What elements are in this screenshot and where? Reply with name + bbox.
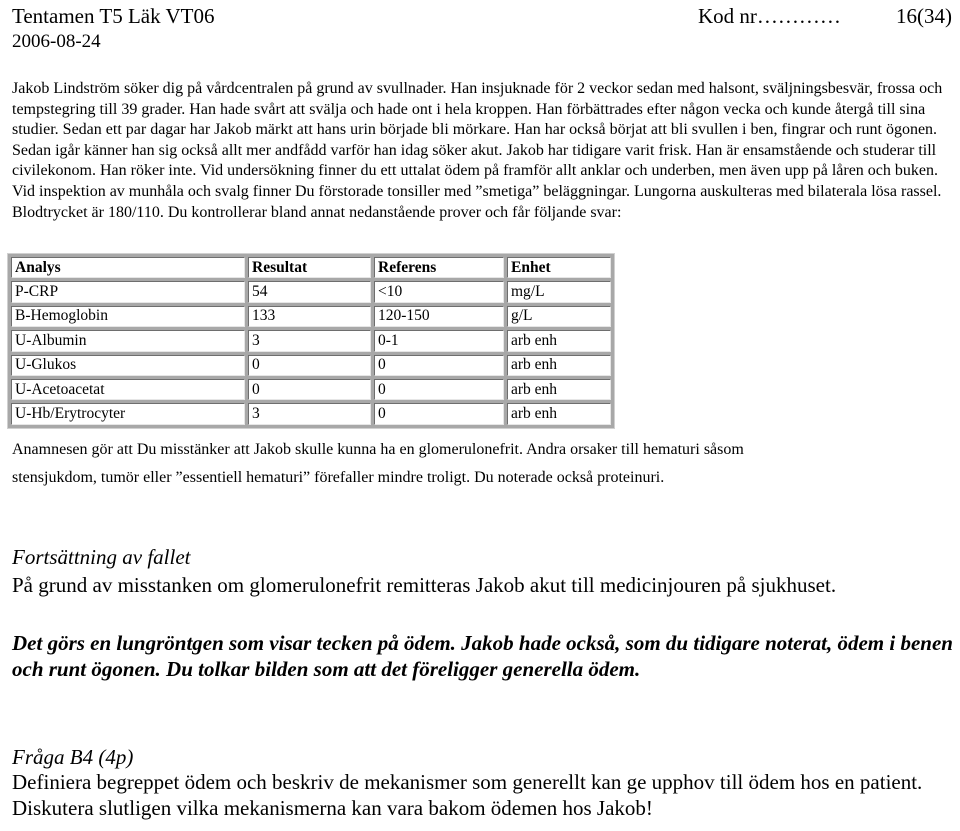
- case-description: [12, 79, 956, 223]
- code-number-field: Kod nr…………: [698, 4, 841, 28]
- question-label: Fråga B4: [12, 745, 94, 769]
- cell-referens: <10: [374, 281, 504, 302]
- cell-enhet: g/L: [507, 306, 611, 327]
- table-header-row: [11, 257, 611, 278]
- cell-analys: U-Glukos: [11, 355, 245, 376]
- table-row: [11, 379, 611, 400]
- cell-analys: U-Acetoacetat: [11, 379, 245, 400]
- cell-enhet: arb enh: [507, 330, 611, 351]
- table-row: [11, 403, 611, 424]
- cell-enhet: mg/L: [507, 281, 611, 302]
- page-number: 16(34): [896, 4, 952, 28]
- table-row: [11, 306, 611, 327]
- cell-resultat: 54: [248, 281, 371, 302]
- header-enhet: Enhet: [507, 257, 611, 278]
- cell-analys: B-Hemoglobin: [11, 306, 245, 327]
- cell-referens: 0: [374, 379, 504, 400]
- anamnesis-line-1: Anamnesen gör att Du misstänker att Jakob skulle kunna ha en glomerulonefrit. Andra orsaker till hematuri såsom: [12, 441, 744, 458]
- cell-resultat: 3: [248, 330, 371, 351]
- continuation-findings: Det görs en lungröntgen som visar tecken på ödem. Jakob hade också, som du tidigare noterat, ödem i benen och runt ögonen. Du tolkar bilden som att det föreligger generella ödem.: [12, 631, 953, 681]
- header-referens: Referens: [374, 257, 504, 278]
- question-points: (4p): [98, 745, 134, 769]
- cell-referens: 120-150: [374, 306, 504, 327]
- exam-title: Tentamen T5 Läk VT06: [12, 4, 215, 28]
- cell-enhet: arb enh: [507, 403, 611, 424]
- lab-results-table: [7, 253, 615, 429]
- table-row: [11, 281, 611, 302]
- cell-analys: U-Hb/Erytrocyter: [11, 403, 245, 424]
- continuation-text: På grund av misstanken om glomerulonefrit remitteras Jakob akut till medicinjouren på sjukhuset.: [12, 573, 837, 597]
- cell-enhet: arb enh: [507, 355, 611, 376]
- cell-analys: P-CRP: [11, 281, 245, 302]
- header-analys: Analys: [11, 257, 245, 278]
- question-text: Definiera begreppet ödem och beskriv de mekanismer som generellt kan ge upphov till ödem hos en patient. Diskutera slutligen vilka mekanismerna kan vara bakom ödemen hos Jakob!: [12, 770, 923, 820]
- header-resultat: Resultat: [248, 257, 371, 278]
- cell-resultat: 0: [248, 355, 371, 376]
- continuation-heading: Fortsättning av fallet: [12, 545, 191, 569]
- anamnesis-line-2: stensjukdom, tumör eller ”essentiell hematuri” förefaller mindre troligt. Du noterade också proteinuri.: [12, 469, 665, 486]
- exam-date: 2006-08-24: [12, 31, 101, 52]
- cell-referens: 0-1: [374, 330, 504, 351]
- cell-referens: 0: [374, 355, 504, 376]
- cell-resultat: 0: [248, 379, 371, 400]
- table-row: [11, 355, 611, 376]
- question-heading: [12, 745, 956, 771]
- table-row: [11, 330, 611, 351]
- cell-referens: 0: [374, 403, 504, 424]
- cell-analys: U-Albumin: [11, 330, 245, 351]
- cell-enhet: arb enh: [507, 379, 611, 400]
- cell-resultat: 3: [248, 403, 371, 424]
- cell-resultat: 133: [248, 306, 371, 327]
- case-text: Jakob Lindström söker dig på vårdcentralen på grund av svullnader. Han insjuknade för 2 veckor sedan med halsont, sväljningsbesvär, frossa och tempstegring till 39 grader. Han hade svårt att svälja och hade ont i hela kroppen. Han förbättrades efter någon vecka och kunde återgå till sina studier. Sedan ett par dagar har Jakob märkt att hans urin började bli mörkare. Han har också börjat att bli svullen i ben, fingrar och runt ögonen. Sedan igår känner han sig också allt mer andfådd varför han idag söker akut. Jakob har tidigare varit frisk. Han är ensamstående och studerar till civilekonom. Han röker inte. Vid undersökning finner du ett uttalat ödem på framför allt anklar och underben, men även upp på låren och buken. Vid inspektion av munhåla och svalg finner Du förstorade tonsiller med ”smetiga” beläggningar. Lungorna auskulteras med bilaterala lösa rassel. Blodtrycket är 180/110. Du kontrollerar bland annat nedanstående prover och får följande svar:: [12, 80, 943, 221]
